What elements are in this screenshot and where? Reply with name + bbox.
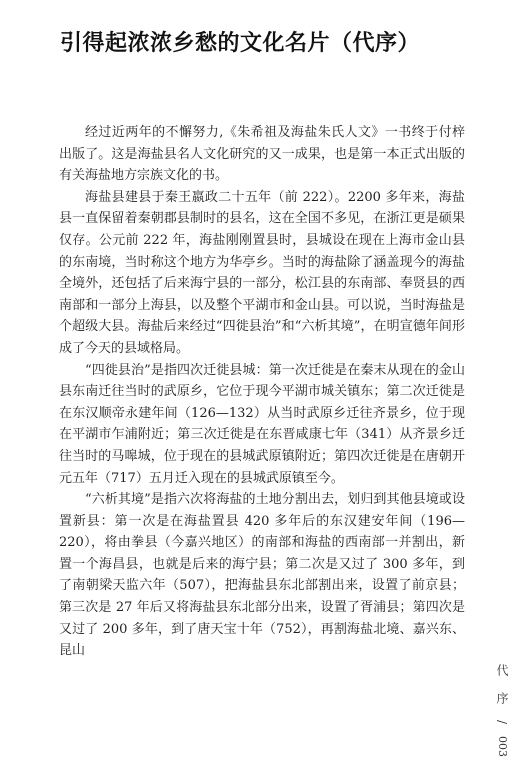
separator: / [495,719,509,726]
section-char-xu: 序 [495,691,509,710]
running-footer [490,664,510,757]
paragraph-3: “四徙县治”是指四次迁徙县城：第一次迁徙是在秦末从现在的金山县东南迁往当时的武原乡，它位于现今平湖市城关镇东；第二次迁徙是在东汉顺帝永建年间（126—132）从当时武原乡迁往齐景乡，位于现在平湖市乍浦附近；第三次迁徙是在东晋咸康七年（341）从齐景乡迁往当时的马嗥城，位于现在的县城武原镇附近；第四次迁徙是在唐朝开元五年（717）五月迁入现在的县城武原镇至今。 [59,362,465,486]
paragraph-1: 经过近两年的不懈努力,《朱希祖及海盐朱氏人文》一书终于付梓出版了。这是海盐县名人文化研究的又一成果，也是第一本正式出版的有关海盐地方宗族文化的书。 [59,125,465,184]
section-char-dai: 代 [495,664,509,682]
page-title: 引得起浓浓乡愁的文化名片（代序） [60,31,421,56]
body-text [59,122,465,662]
page-number: 003 [496,735,509,757]
paragraph-2: 海盐县建县于秦王嬴政二十五年（前 222）。2200 多年来，海盐县一直保留着秦朝郡县制时的县名，这在全国不多见，在浙江更是硕果仅存。公元前 222 年，海盐刚刚置县时，县城设在现在上海市金山县的东南境，当时称这个地方为华亭乡。当时的海盐除了涵盖现今的海盐全境外，还包括了后来海宁县的一部分，松江县的东南部、奉贤县的西南部和一部分上海县，以及整个平湖市和金山县。可以说，当时海盐是个超级大县。海盐后来经过“四徙县治”和“六析其境”，在明宣德年间形成了今天的县域格局。 [59,189,465,356]
paragraph-4: “六析其境”是指六次将海盐的土地分割出去，划归到其他县境或设置新县：第一次是在海盐置县 420 多年后的东汉建安年间（196—220），将由拳县（今嘉兴地区）的南部和海盐的西南部一并割出，新置一个海昌县，也就是后来的海宁县；第二次是又过了 300 多年，到了南朝梁天监六年（507），把海盐县东北部割出来，设置了前京县；第三次是 27 年后又将海盐县东北部分出来，设置了胥浦县；第四次是又过了 200 多年，到了唐天宝十年（752），再割海盐北境、嘉兴东、昆山 [59,492,465,659]
